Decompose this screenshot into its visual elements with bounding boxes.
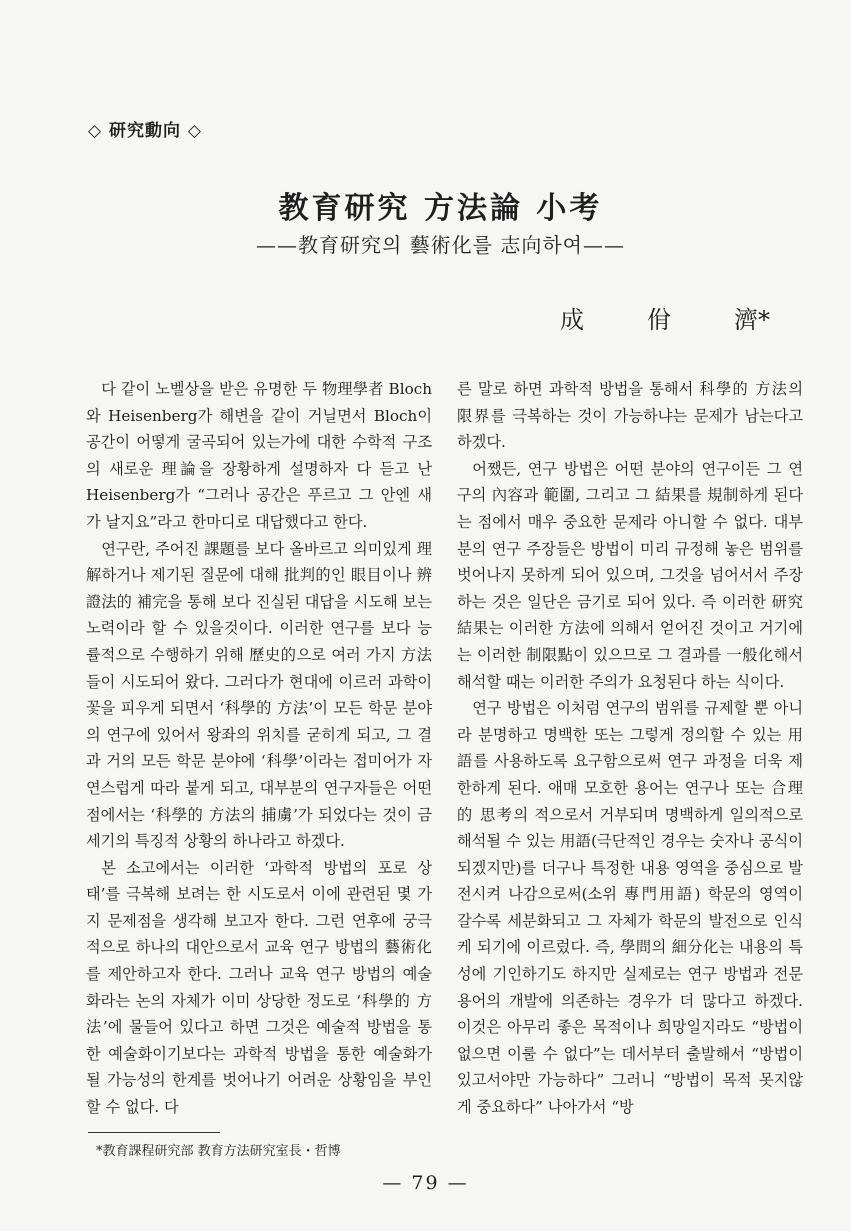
- article-title: 教育研究 方法論 小考: [278, 191, 603, 226]
- author-name: [560, 300, 770, 335]
- author-char-1: 成: [560, 306, 584, 334]
- section-tag: ◇ 研究動向 ◇: [88, 121, 202, 141]
- paragraph: 다 같이 노벨상을 받은 유명한 두 物理學者 Bloch와 Heisenberg가 해변을 같이 거닐면서 Bloch이 공간이 어떻게 굴곡되어 있는가에 대한 수학적 구조의 새로운 理論을 장황하게 설명하자 다 듣고 난 Heisenberg가 “그러나 공간은 푸르고 그 안엔 새가 날지요”라고 한마디로 대답했다고 한다.: [86, 380, 432, 531]
- author-char-3: 濟*: [734, 306, 770, 334]
- paragraph: 연구 방법은 이처럼 연구의 범위를 규제할 뿐 아니라 분명하고 명백한 또는 그렇게 정의할 수 있는 用語를 사용하도록 요구함으로써 연구 과정을 더욱 제한하게 된다. 애매 모호한 용어는 연구나 또는 合理的 思考의 적으로서 거부되며 명백하게 일의적으로 해석될 수 있는 用語(극단적인 경우는 숫자나 공식이 되겠지만)를 더구나 특정한 내용 영역을 중심으로 발전시켜 나감으로써(소위 專門用語) 학문의 영역이 갈수록 세분화되고 그 자체가 학문의 발전으로 인식케 되기에 이르렀다. 즉, 學問의 細分化는 내용의 특성에 기인하기도 하지만 실제로는 연구 방법과 전문 용어의 개발에 의존하는 경우가 더 많다고 하겠다. 이것은 아무리 좋은 목적이나 희망일지라도 “방법이 없으면 이룰 수 없다”는 데서부터 출발해서 “방법이 있고서야만 가능하다” 그러니 “방법이 목적 못지않게 중요하다” 나아가서 “방: [457, 699, 803, 1117]
- paragraph: 른 말로 하면 과학적 방법을 통해서 科學的 方法의 限界를 극복하는 것이 가능하냐는 문제가 남는다고 하겠다.: [457, 380, 803, 452]
- author-char-2: 佾: [647, 306, 671, 334]
- footnote: *教育課程研究部 教育方法研究室長・哲博: [96, 1144, 341, 1159]
- paragraph: 본 소고에서는 이러한 ‘과학적 방법의 포로 상태’를 극복해 보려는 한 시도로서 이에 관련된 몇 가지 문제점을 생각해 보고자 한다. 그런 연후에 궁극적으로 하나의 대안으로서 교육 연구 방법의 藝術化를 제안하고자 한다. 그러나 교육 연구 방법의 예술화라는 논의 자체가 이미 상당한 정도로 ‘科學的 方法’에 물들어 있다고 하면 그것은 예술적 방법을 통한 예술화이기보다는 과학적 방법을 통한 예술화가 될 가능성의 한계를 벗어나기 어려운 상황임을 부인할 수 없다. 다: [86, 858, 432, 1117]
- left-column: [86, 376, 432, 1121]
- page-number: — 79 —: [382, 1172, 469, 1194]
- article-subtitle: ——教育研究의 藝術化를 志向하여——: [256, 233, 625, 257]
- right-column: [457, 376, 803, 1121]
- footnote-rule: [88, 1132, 220, 1133]
- paragraph: 어쨌든, 연구 방법은 어떤 분야의 연구이든 그 연구의 內容과 範圍, 그리고 그 結果를 規制하게 된다는 점에서 매우 중요한 문제라 아니할 수 없다. 대부분의 연구 주장들은 방법이 미리 규정해 놓은 범위를 벗어나지 못하게 되어 있으며, 그것을 넘어서서 주장하는 것은 일단은 금기로 되어 있다. 즉 이러한 研究結果는 이러한 方法에 의해서 얻어진 것이고 거기에는 이러한 制限點이 있으므로 그 결과를 一般化해서 해석할 때는 이러한 주의가 요청된다 하는 식이다.: [457, 459, 803, 691]
- paragraph: 연구란, 주어진 課題를 보다 올바르고 의미있게 理解하거나 제기된 질문에 대해 批判的인 眼目이나 辨證法的 補完을 통해 보다 진실된 대답을 시도해 보는 노력이라 할 수 있을것이다. 이러한 연구를 보다 능률적으로 수행하기 위해 歷史的으로 여러 가지 方法들이 시도되어 왔다. 그러다가 현대에 이르러 과학이 꽃을 피우게 되면서 ‘科學的 方法’이 모든 학문 분야의 연구에 있어서 왕좌의 위치를 굳히게 되고, 그 결과 거의 모든 학문 분야에 ‘科學’이라는 접미어가 자연스럽게 따라 붙게 되고, 대부분의 연구자들은 어떤 점에서는 ‘科學的 方法의 捕虜’가 되었다는 것이 금세기의 특징적 상황의 하나라고 하겠다.: [86, 539, 432, 851]
